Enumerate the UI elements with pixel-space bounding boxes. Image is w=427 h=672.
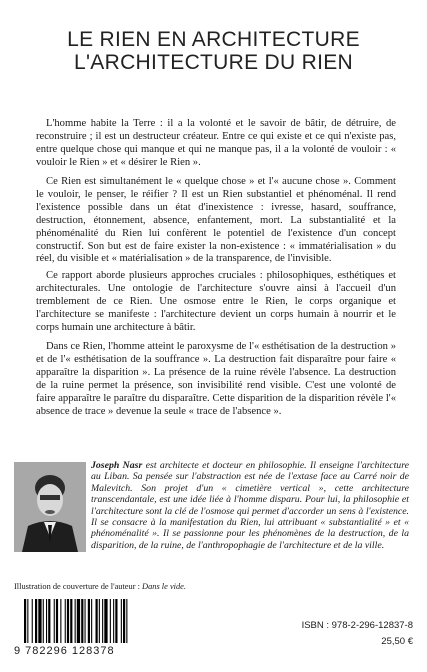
author-name: Joseph Nasr	[91, 460, 143, 471]
isbn: ISBN : 978-2-296-12837-8	[301, 620, 413, 631]
barcode-bar	[70, 599, 72, 643]
blurb-paragraph-2: Ce Rien est simultanément le « quelque chose » et l'« aucune chose ». Comment le vouloir, le penser, le réifier ? Il est un Rien substantiel et phénoménal. Il rend l'existence possible dans un état d'inexistence : ivresse, hasard, souffrance, destruction, étonnement, absence, enfantement, mort. La substantialité et la phénoménalité du Rien lui confèrent le potentiel de l'existence d'un concept constructif. Son but est de faire exister la non-existence : « immatérialisation » du réel, du visible et « matérialisation » de la transparence, de l'invisible.	[36, 176, 396, 265]
cover-credit	[14, 582, 186, 591]
barcode-bar	[113, 599, 114, 643]
barcode-bar	[75, 599, 76, 643]
barcode-bar	[115, 599, 117, 643]
barcode-bar	[126, 599, 127, 643]
cover-credit-prefix: Illustration de couverture de l'auteur :	[14, 582, 143, 591]
barcode-bar	[65, 599, 66, 643]
price: 25,50 €	[381, 636, 413, 647]
barcode-bar	[81, 599, 83, 643]
barcode-bar	[96, 599, 98, 643]
author-bio	[91, 460, 409, 551]
barcode-bar	[85, 599, 86, 643]
author-bio-text: est architecte et docteur en philosophie. Il enseigne l'architecture au Liban. Sa pensée sur l'abstraction est née de l'extase face au Carré noir de Malevitch. Son projet d'un « cimetière vertical », cette architecture transcendantale, est une idée liée à l'homme disparu. Pour lui, la philosophie et l'architecture sont la clé de l'osmose qui permet d'accorder un sens à l'existence. Il se consacre à la manifestation du Rien, lui attribuant « substantialité » et « phénoménalité ». Il se passionne pour les phénomènes de la destruction, de la disparition, de la ruine, de l'anthropophagie de l'architecture et de la ville.	[91, 460, 409, 551]
barcode-bar	[110, 599, 111, 643]
barcode-bar	[35, 599, 37, 643]
book-title-line-2: L'ARCHITECTURE DU RIEN	[74, 51, 353, 74]
barcode-bar	[67, 599, 69, 643]
barcode-bar	[77, 599, 80, 643]
barcode-bar	[104, 599, 107, 643]
barcode-digits: 9 782296 128378	[14, 645, 115, 657]
author-photo-icon	[14, 462, 86, 552]
barcode-bar	[88, 599, 90, 643]
barcode-icon	[14, 599, 199, 645]
barcode-bar	[54, 599, 55, 643]
barcode-bar	[27, 599, 28, 643]
barcode-bar	[46, 599, 47, 643]
blurb-paragraph-4: Dans ce Rien, l'homme atteint le paroxysme de l'« esthétisation de la destruction » et de l'« esthétisation de la souffrance ». La destruction fait disparaître pour faire « apparaître la disparition ». La présence de la ruine révèle l'absence. La destruction de la ruine permet la présence, son invisibilité rend visible. C'est une volonté de faire apparaître le paraître du disparaître. Cette disparition de la disparition révèle l'« absence de trace » devenue la seule « trace de l'absence ».	[36, 341, 396, 417]
barcode-bar	[56, 599, 58, 643]
barcode-bar	[48, 599, 50, 643]
book-title-line-1: LE RIEN EN ARCHITECTURE	[67, 28, 360, 51]
cover-credit-work: Dans le vide.	[142, 582, 186, 591]
barcode	[14, 599, 199, 657]
barcode-bar	[123, 599, 125, 643]
barcode-bar	[99, 599, 100, 643]
barcode-bar	[121, 599, 122, 643]
barcode-bar	[60, 599, 61, 643]
barcode-bar	[32, 599, 33, 643]
barcode-bar	[24, 599, 26, 643]
blurb-paragraph-3: Ce rapport aborde plusieurs approches cruciales : philosophiques, esthétiques et architecturales. Une ontologie de l'architecture s'ouvre ainsi à l'accueil d'un tremblement de ce Rien. Une osmose entre le Rien, le corps organique et l'architecture se manifeste : l'architecture devient un corps humain à nourrir et le corps humain une architecture à bâtir.	[36, 270, 396, 333]
barcode-bar	[91, 599, 92, 643]
barcode-bar	[43, 599, 44, 643]
blurb-paragraph-1: L'homme habite la Terre : il a la volonté et le savoir de bâtir, de détruire, de reconstruire ; il est un destructeur créateur. Entre ce qui existe et ce qui n'existe pas, entre quelque chose qui manque et qui ne manque pas, il a la volonté de vouloir : « vouloir le Rien » et « désirer le Rien ».	[36, 118, 396, 168]
author-portrait	[14, 462, 86, 552]
barcode-bar	[102, 599, 103, 643]
barcode-bar	[38, 599, 41, 643]
